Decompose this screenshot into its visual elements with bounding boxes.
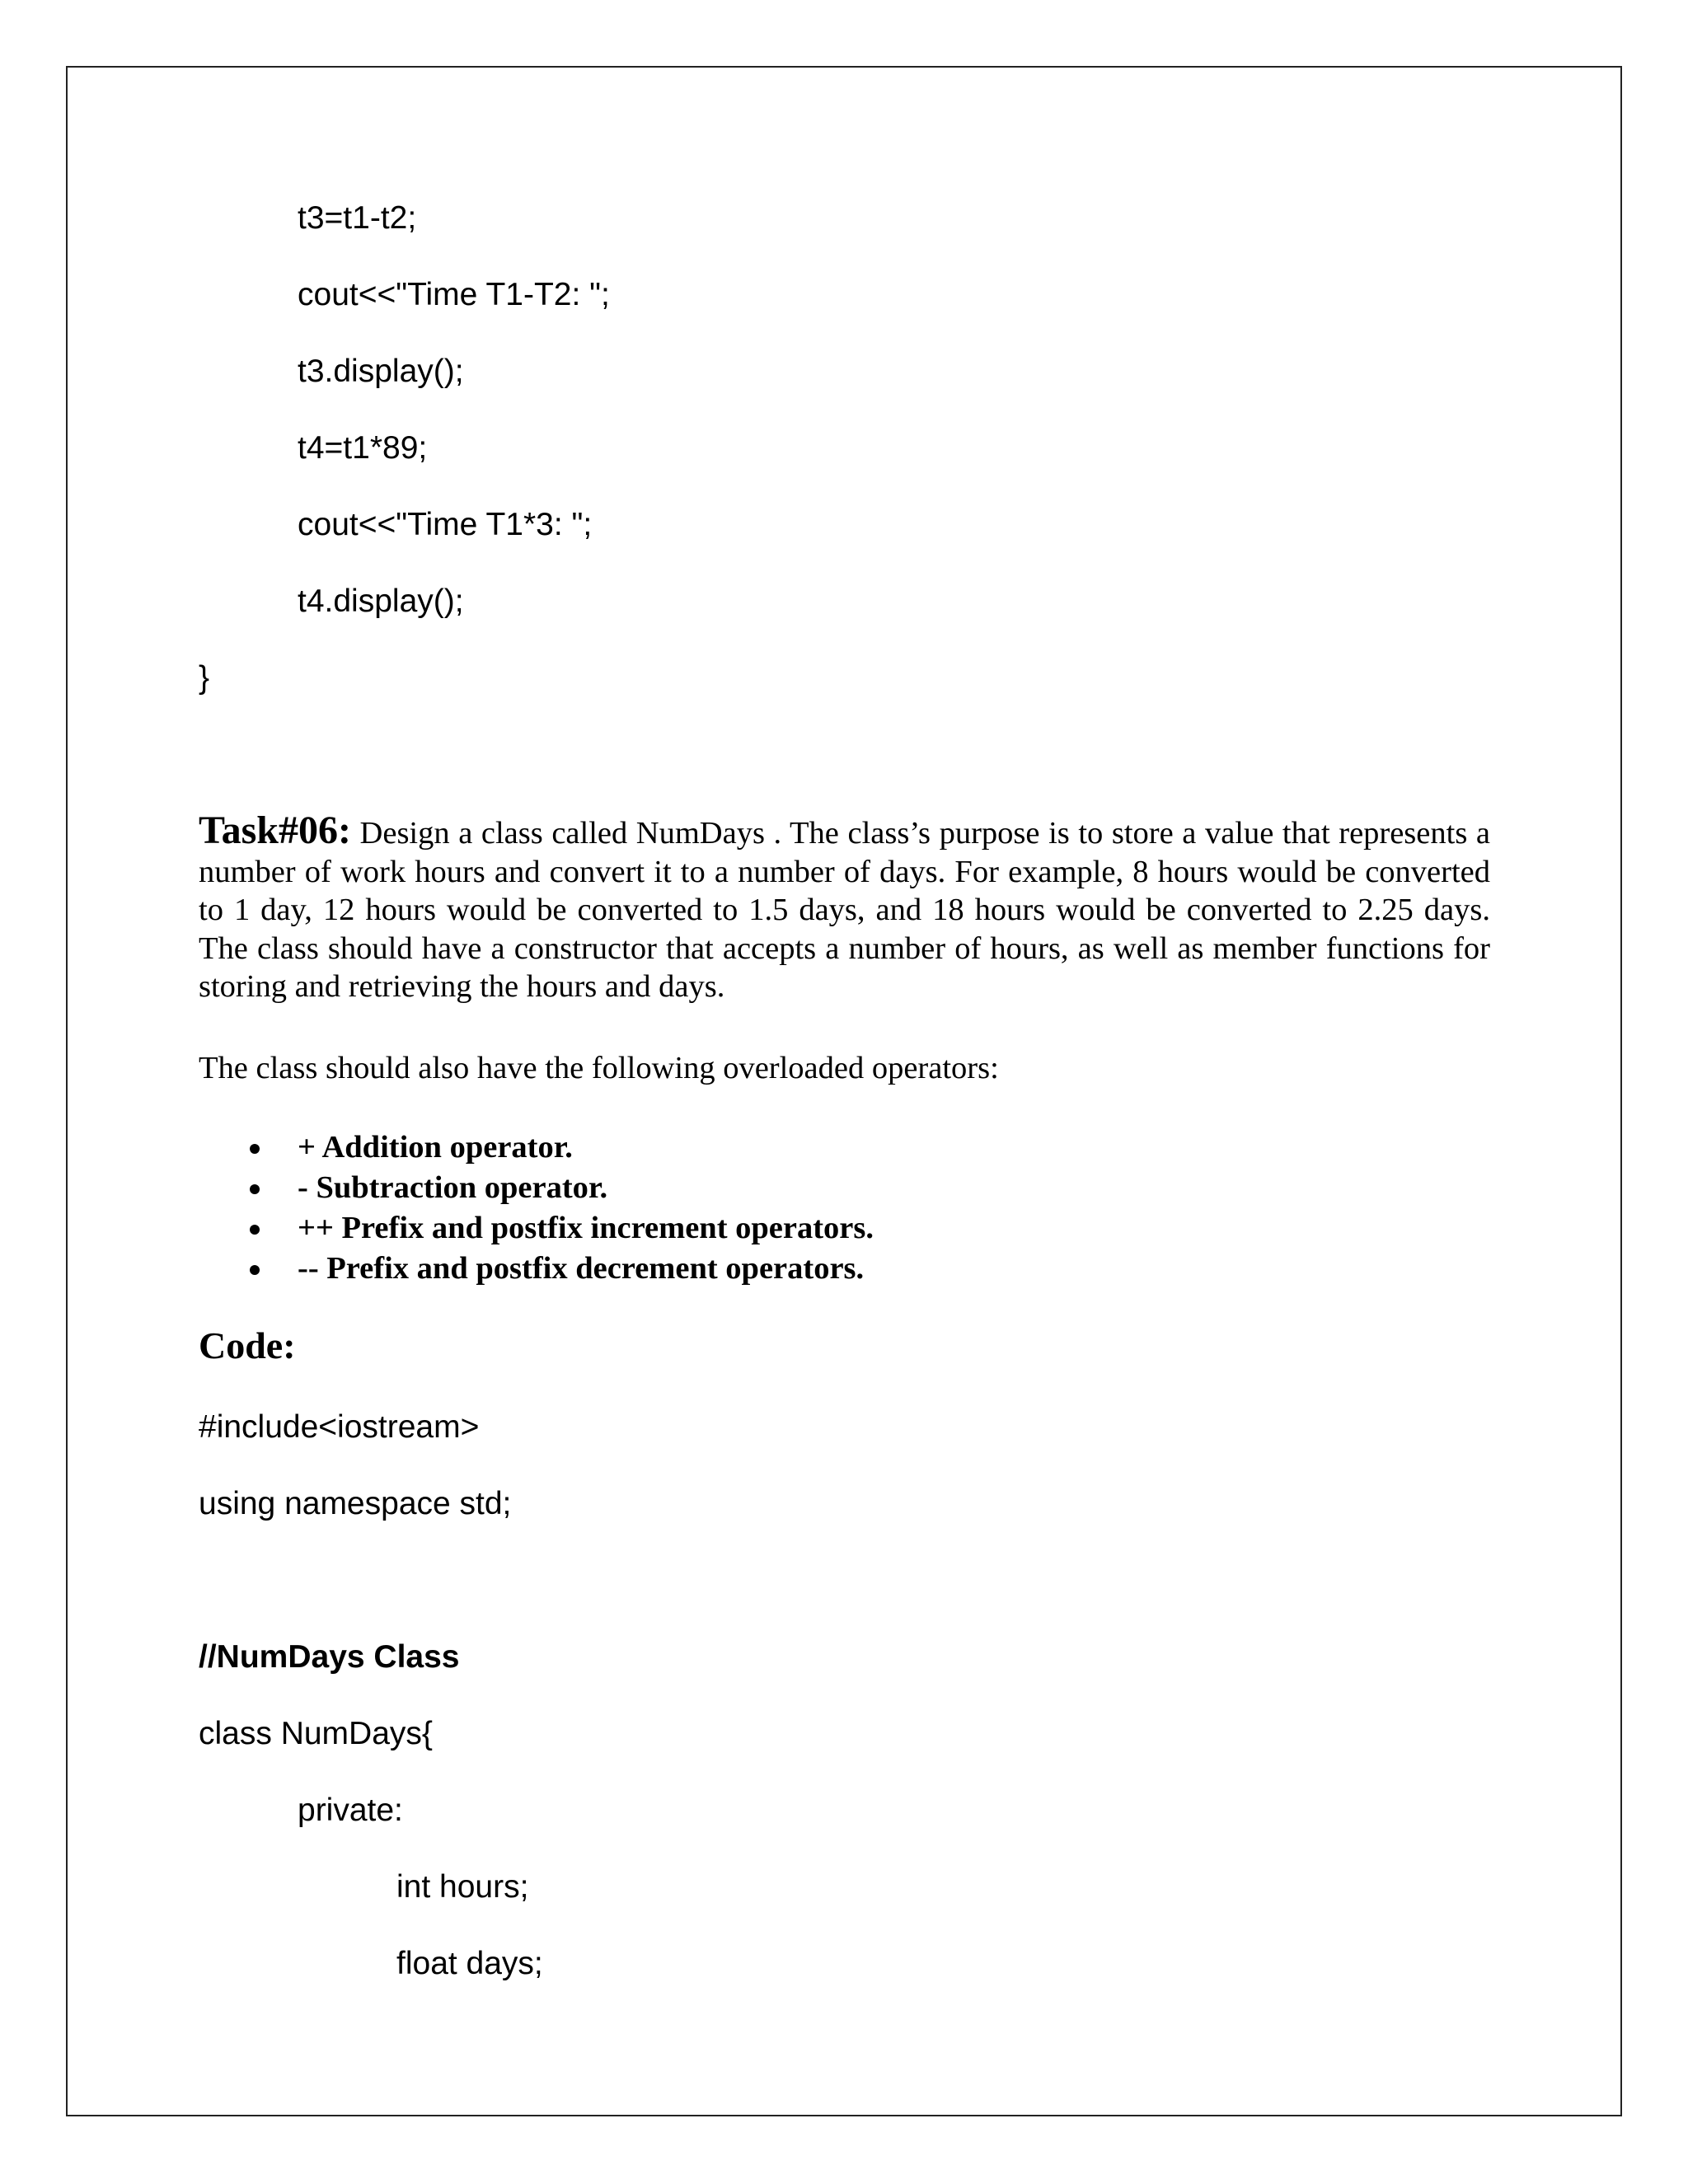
bullet-icon	[250, 1184, 260, 1194]
code-line: #include<iostream>	[199, 1409, 480, 1445]
code-line: t3=t1-t2;	[298, 200, 417, 236]
code-line: using namespace std;	[199, 1486, 512, 1521]
code-line: t3.display();	[298, 354, 464, 389]
list-item	[199, 1249, 874, 1289]
operators-intro: The class should also have the following overloaded operators:	[199, 1051, 999, 1085]
bullet-icon	[250, 1265, 260, 1275]
operator-label: + Addition operator.	[298, 1130, 573, 1165]
operator-label: - Subtraction operator.	[298, 1170, 608, 1205]
operator-label: ++ Prefix and postfix increment operators.	[298, 1211, 874, 1245]
list-item	[199, 1127, 874, 1168]
code-line: class NumDays{	[199, 1716, 433, 1751]
operators-list	[199, 1127, 874, 1289]
code-line: cout<<"Time T1-T2: ";	[298, 277, 610, 312]
code-line: private:	[298, 1793, 403, 1828]
code-heading: Code:	[199, 1324, 296, 1366]
closing-brace: }	[199, 660, 210, 696]
code-line: t4=t1*89;	[298, 430, 428, 466]
operator-label: -- Prefix and postfix decrement operators.	[298, 1251, 865, 1286]
code-line: cout<<"Time T1*3: ";	[298, 507, 593, 542]
code-comment: //NumDays Class	[199, 1639, 460, 1675]
code-line: float days;	[396, 1946, 543, 1981]
task-description-text: Design a class called NumDays . The class’s purpose is to store a value that represents a number of work hours and convert it to a number of days. For example, 8 hours would be converted to 1 day, 12 hours would be converted to 1.5 days, and 18 hours would be converted to 2.25 days. The class should have a constructor that accepts a number of hours, as well as member functions for storing and retrieving the hours and days.	[199, 816, 1490, 1004]
list-item	[199, 1208, 874, 1249]
code-line: t4.display();	[298, 583, 464, 619]
task-description-paragraph	[199, 808, 1490, 1006]
bullet-icon	[250, 1225, 260, 1235]
task-label: Task#06:	[199, 808, 351, 852]
list-item	[199, 1168, 874, 1208]
code-line: int hours;	[396, 1869, 529, 1905]
bullet-icon	[250, 1144, 260, 1154]
